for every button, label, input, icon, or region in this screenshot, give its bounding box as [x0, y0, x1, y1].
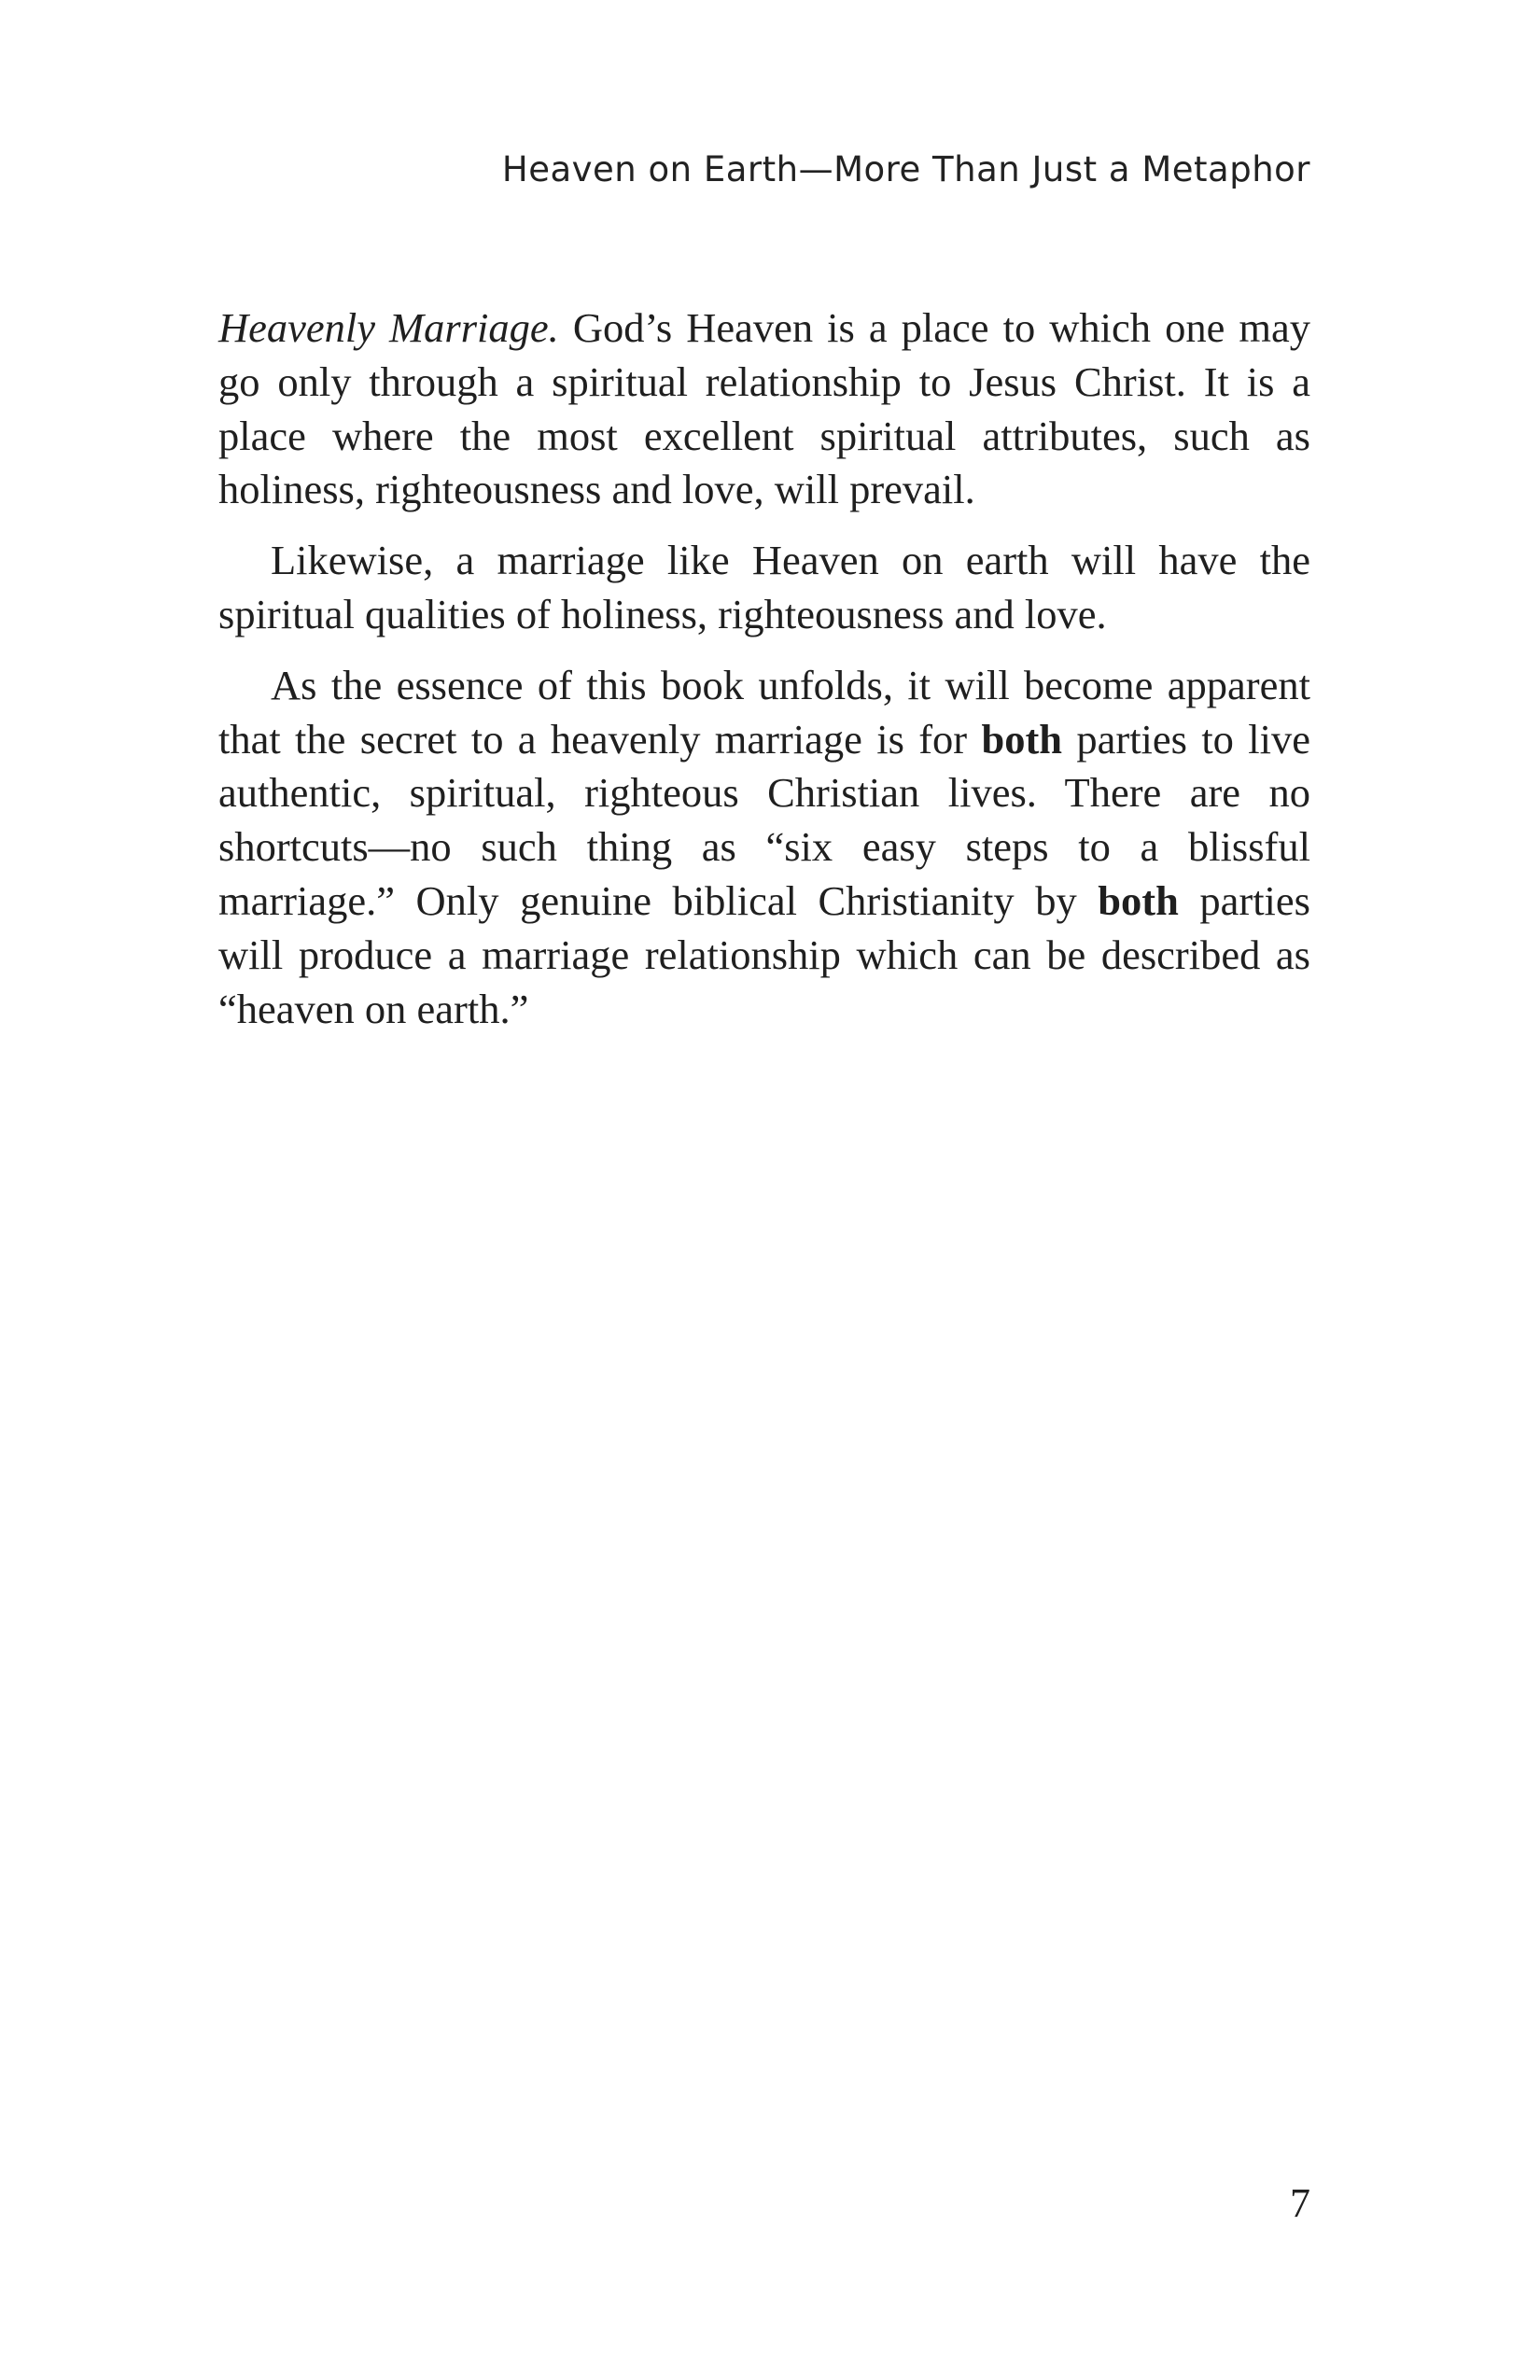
paragraph [218, 659, 1310, 1037]
paragraph-text: God’s Heaven is a place to which one may go only through a spiritual relationship to Jesus Christ. It is a place where the most excellent spiritual attributes, such as holiness, righteousness and love, will prevail. [218, 304, 1310, 513]
paragraph-text: Likewise, a marriage like Heaven on earth will have the spiritual qualities of holiness, righteousness and love. [218, 537, 1310, 637]
section-lead-italic: Heavenly Marriage. [218, 304, 559, 351]
paragraph [218, 534, 1310, 642]
paragraph [218, 301, 1310, 517]
running-header: Heaven on Earth—More Than Just a Metaphor [501, 149, 1310, 189]
paragraph-text: parties will produce a marriage relationship which can be described as “heaven on earth.” [218, 876, 1310, 1032]
body-text [218, 301, 1310, 1053]
paragraph-text: As the essence of this book unfolds, it will become apparent that the secret to a heavenly marriage is for [218, 661, 1310, 763]
bold-emphasis: both [1098, 876, 1179, 924]
paragraph-text: parties to live authentic, spiritual, righteous Christian lives. There are no shortcuts—no such thing as “six easy steps to a blissful marriage.” Only genuine biblical Christianity by [218, 715, 1310, 924]
bold-emphasis: both [981, 715, 1063, 763]
page-number: 7 [1290, 2180, 1310, 2226]
